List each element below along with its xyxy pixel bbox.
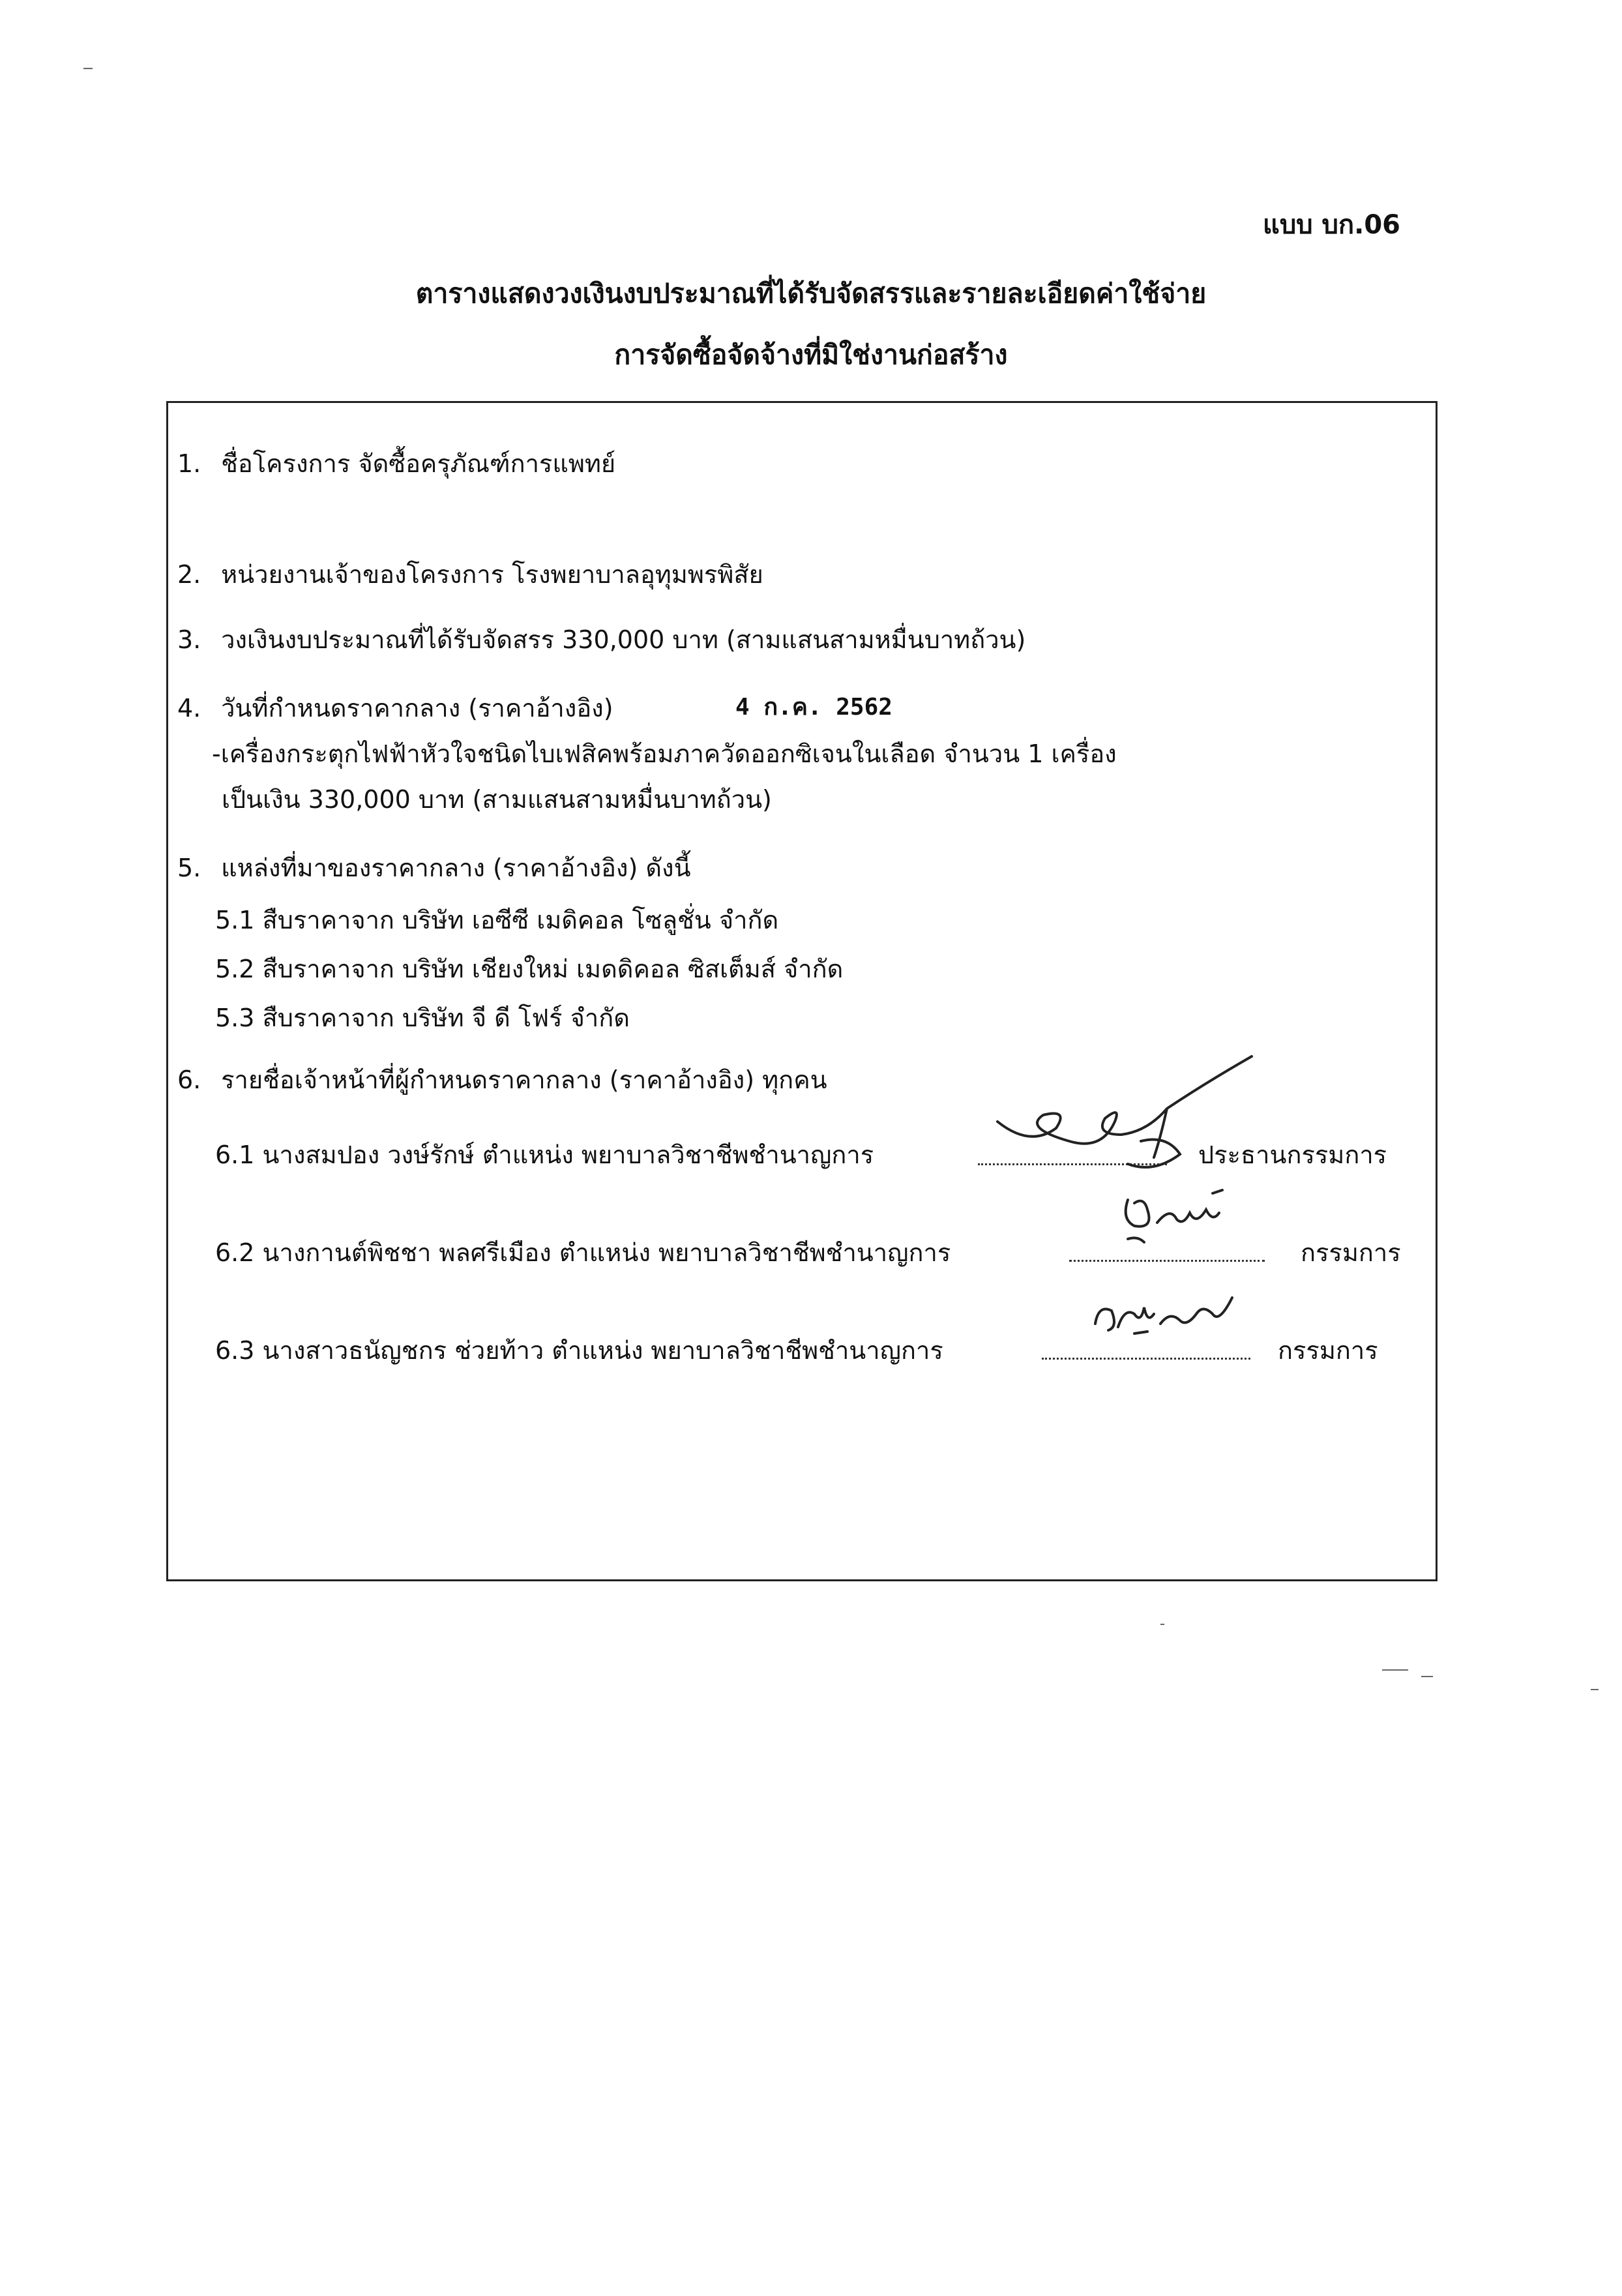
signature-2-image	[1108, 1174, 1252, 1252]
item-text: แหล่งที่มาของราคากลาง (ราคาอ้างอิง) ดังนี้	[221, 854, 691, 882]
item-text: ชื่อโครงการ จัดซื้อครุภัณฑ์การแพทย์	[221, 449, 616, 478]
item-text: วงเงินงบประมาณที่ได้รับจัดสรร 330,000 บาท (สามแสนสามหมื่นบาทถ้วน)	[221, 625, 1026, 654]
item-number: 1.	[177, 449, 201, 478]
scan-speck	[83, 68, 93, 69]
price-source-1: 5.1 สืบราคาจาก บริษัท เอซีซี เมดิคอล โซลูชั่น จำกัด	[215, 906, 779, 934]
scan-speck	[1160, 1624, 1164, 1625]
item-reference-date	[177, 688, 613, 728]
committee-member-1-name: 6.1 นางสมปอง วงษ์รักษ์ ตำแหน่ง พยาบาลวิชาชีพชำนาญการ	[215, 1141, 874, 1169]
item-project-name	[177, 443, 615, 483]
committee-member-1-role: ประธานกรรมการ	[1198, 1141, 1387, 1169]
item-number: 2.	[177, 560, 201, 589]
price-source-2: 5.2 สืบราคาจาก บริษัท เชียงใหม่ เมดดิคอล ซิสเต็มส์ จำกัด	[215, 955, 844, 983]
scan-speck	[1382, 1669, 1408, 1671]
scan-speck	[1591, 1689, 1599, 1690]
committee-member-2-name: 6.2 นางกานต์พิชชา พลศรีเมือง ตำแหน่ง พยาบาลวิชาชีพชำนาญการ	[215, 1238, 951, 1267]
item-project-owner	[177, 554, 763, 594]
form-code: แบบ บก.06	[1263, 210, 1400, 240]
committee-member-3-name: 6.3 นางสาวธนัญชกร ช่วยท้าว ตำแหน่ง พยาบาลวิชาชีพชำนาญการ	[215, 1336, 943, 1365]
item-text: รายชื่อเจ้าหน้าที่ผู้กำหนดราคากลาง (ราคาอ้างอิง) ทุกคน	[221, 1066, 827, 1094]
committee-member-2-role: กรรมการ	[1301, 1238, 1401, 1267]
item-detail-amount: เป็นเงิน 330,000 บาท (สามแสนสามหมื่นบาทถ้วน)	[222, 785, 772, 814]
document-title-line-1: ตารางแสดงวงเงินงบประมาณที่ได้รับจัดสรรและรายละเอียดค่าใช้จ่าย	[415, 278, 1207, 309]
signature-1-image	[971, 1043, 1271, 1187]
date-stamp: 4 ก.ค. 2562	[735, 694, 892, 721]
signature-line	[1042, 1355, 1250, 1360]
item-detail-equipment: -เครื่องกระตุกไฟฟ้าหัวใจชนิดไบเฟสิคพร้อมภาควัดออกซิเจนในเลือด จำนวน 1 เครื่อง	[212, 739, 1117, 768]
item-text: วันที่กำหนดราคากลาง (ราคาอ้างอิง)	[221, 694, 613, 723]
signature-line	[1069, 1257, 1265, 1262]
item-price-sources	[177, 848, 691, 887]
item-number: 4.	[177, 694, 201, 723]
item-number: 3.	[177, 625, 201, 654]
item-budget	[177, 619, 1025, 659]
item-number: 5.	[177, 854, 201, 882]
item-committee	[177, 1060, 827, 1099]
price-source-3: 5.3 สืบราคาจาก บริษัท จี ดี โฟร์ จำกัด	[215, 1004, 630, 1032]
item-text: หน่วยงานเจ้าของโครงการ โรงพยาบาลอุทุมพรพิสัย	[221, 560, 763, 589]
document-title-line-2: การจัดซื้อจัดจ้างที่มิใช่งานก่อสร้าง	[614, 339, 1008, 370]
scan-speck	[1421, 1676, 1433, 1677]
committee-member-3-role: กรรมการ	[1278, 1336, 1378, 1365]
signature-3-image	[1082, 1278, 1252, 1350]
item-number: 6.	[177, 1066, 201, 1094]
